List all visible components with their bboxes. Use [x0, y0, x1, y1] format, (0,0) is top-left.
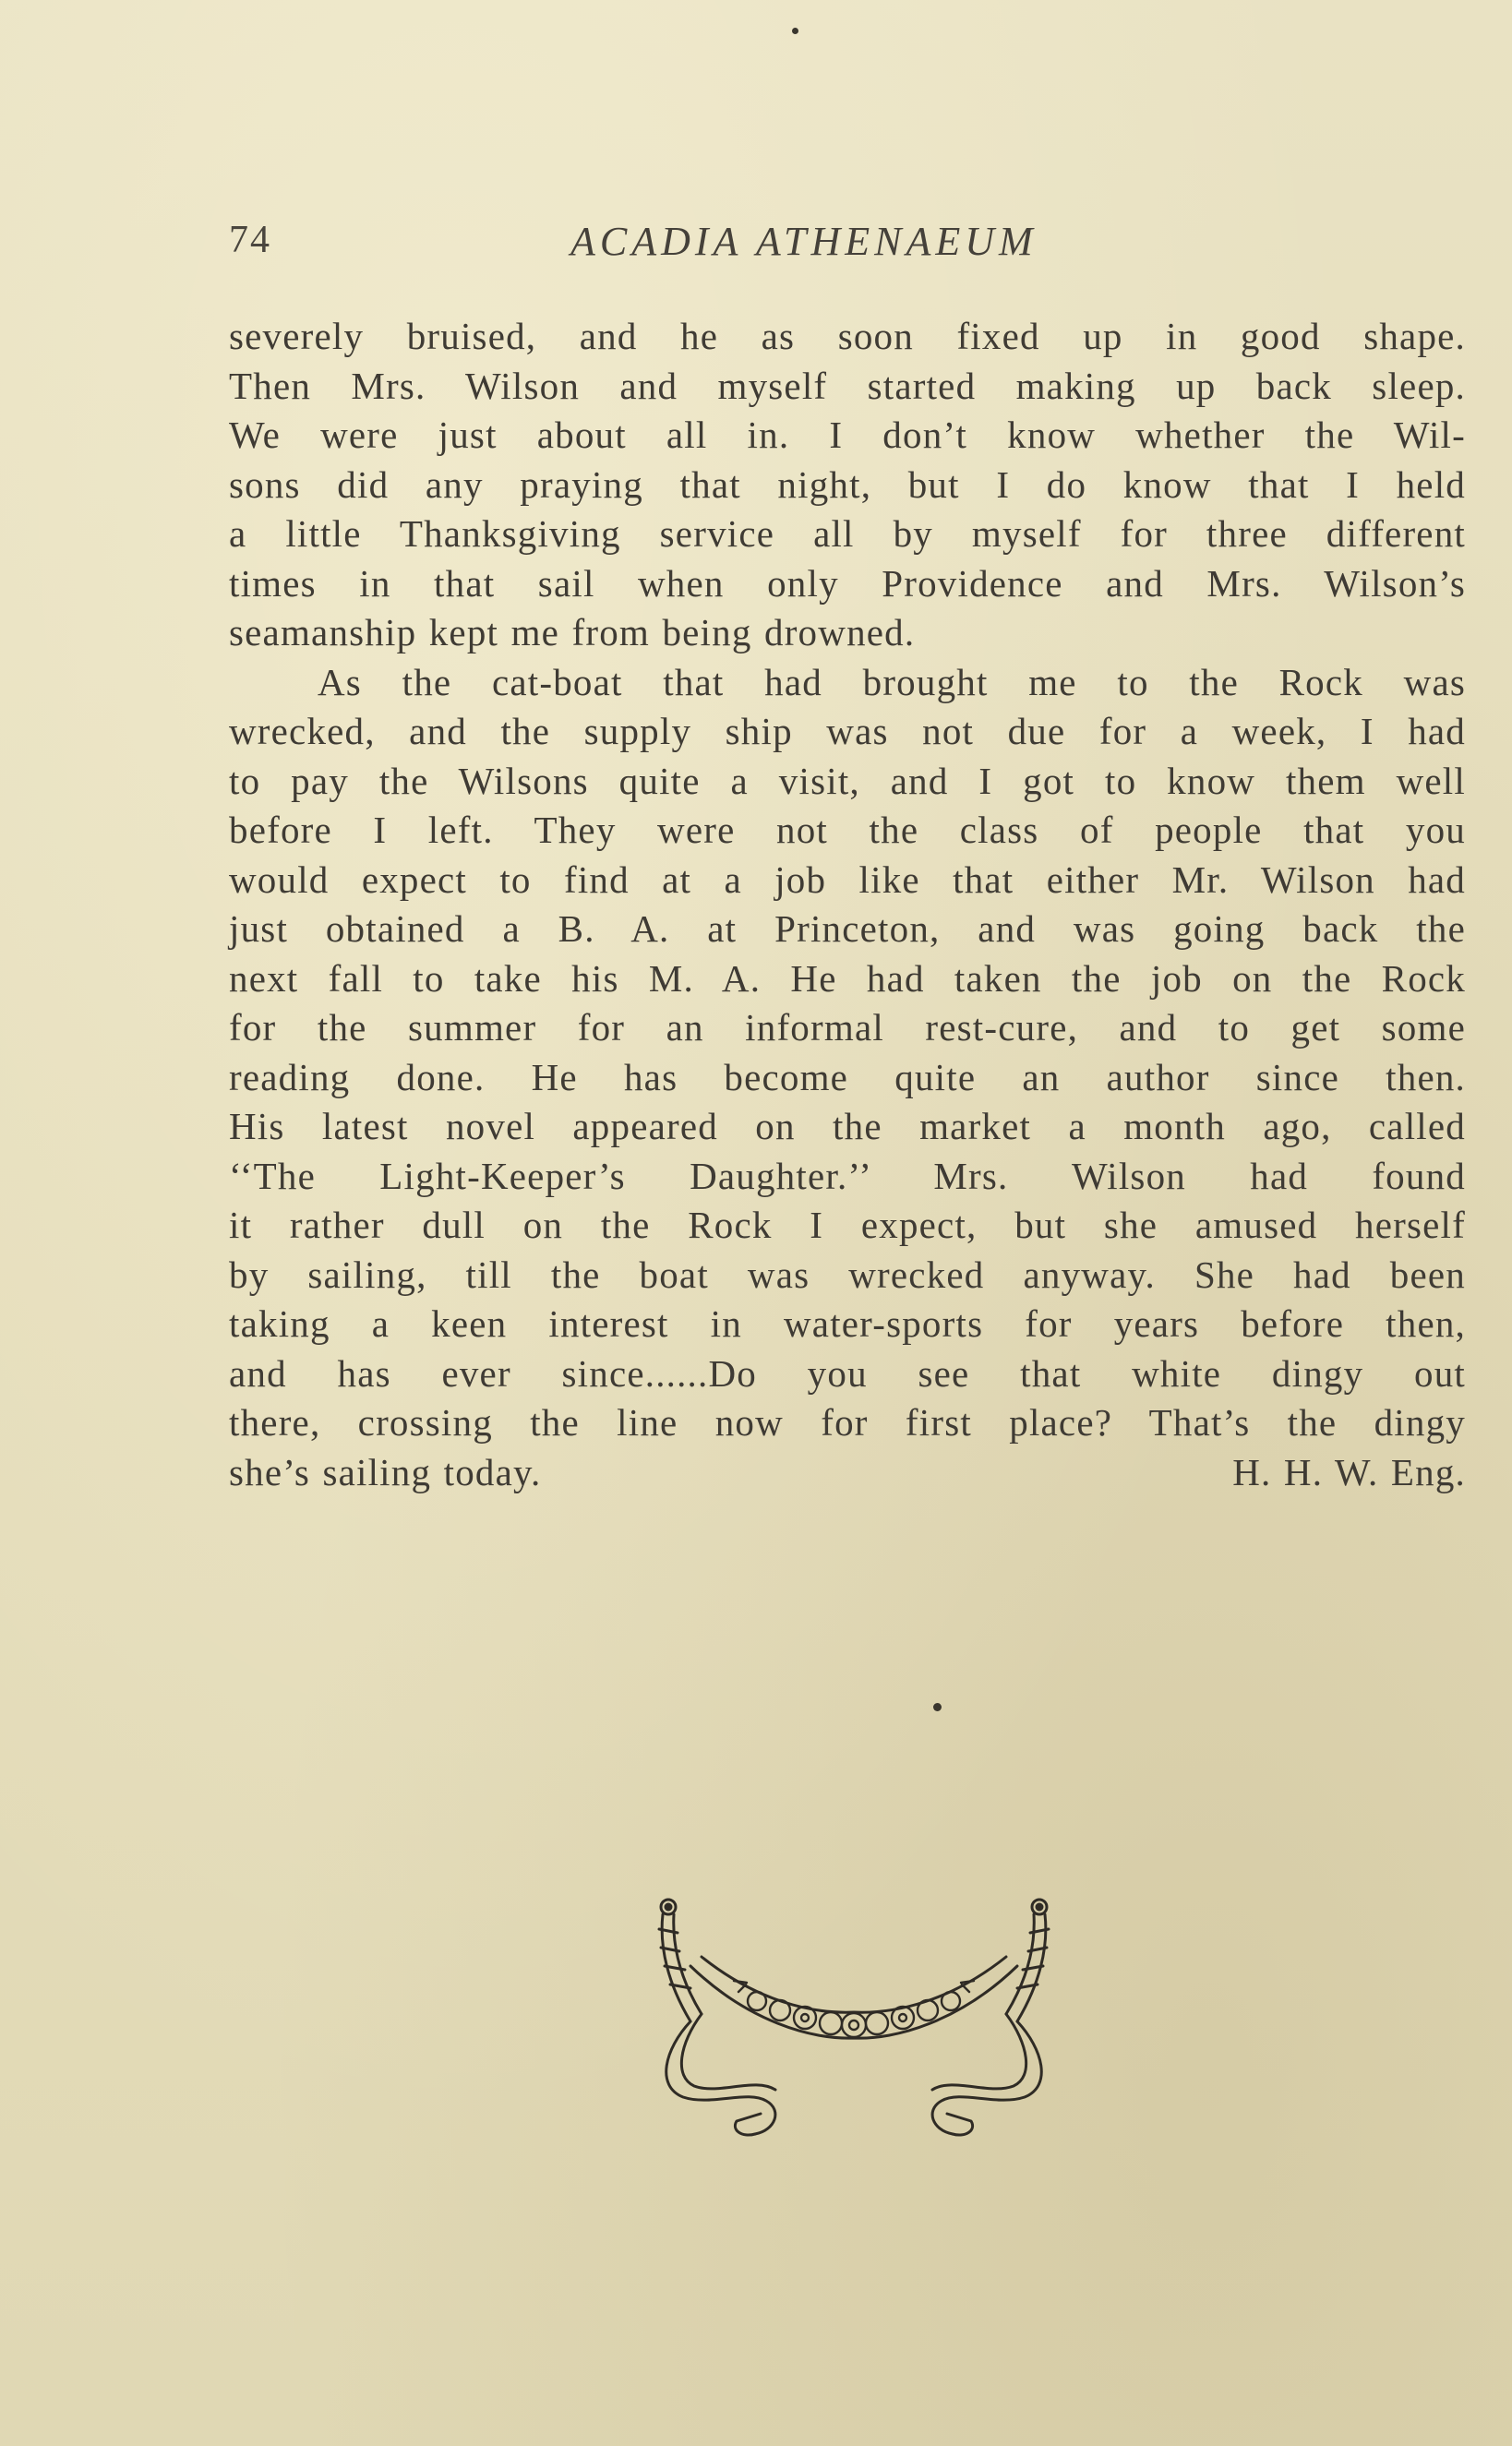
author-signature: H. H. W. Eng.	[1232, 1450, 1466, 1493]
text-line: before I left. They were not the class of people that you	[229, 809, 1466, 851]
text-line: severely bruised, and he as soon fixed up in good shape.	[229, 315, 1466, 357]
page-number: 74	[229, 219, 271, 261]
text-line: there, crossing the line now for first place? That’s the dingy	[229, 1401, 1466, 1444]
floral-garland-ornament-icon	[646, 1892, 1062, 2151]
text-line: and has ever since......Do you see that white dingy out	[229, 1351, 1466, 1395]
text-line: taking a keen interest in water-sports for years before then,	[229, 1302, 1466, 1345]
text-line: to pay the Wilsons quite a visit, and I got to know them well	[229, 759, 1466, 802]
text-line: We were just about all in. I don’t know whether the Wil-	[229, 414, 1466, 456]
text-line: reading done. He has become quite an author since then.	[229, 1055, 1466, 1098]
text-line: would expect to find at a job like that either Mr. Wilson had	[229, 857, 1466, 901]
text-line: for the summer for an informal rest-cure, and to get some	[229, 1006, 1466, 1049]
stray-dot	[933, 1703, 942, 1711]
text-line: it rather dull on the Rock I expect, but she amused herself	[229, 1204, 1466, 1246]
text-line: next fall to take his M. A. He had taken the job on the Rock	[229, 956, 1466, 1000]
article-text	[229, 312, 1466, 1497]
text-line: times in that sail when only Providence and Mrs. Wilson’s	[229, 561, 1466, 605]
speck	[792, 28, 798, 34]
text-line: His latest novel appeared on the market a month ago, called	[229, 1105, 1466, 1147]
running-head	[229, 218, 1466, 273]
journal-title: ACADIA ATHENAEUM	[570, 219, 1038, 264]
text-line: sons did any praying that night, but I do know that I held	[229, 462, 1466, 506]
closing-line	[229, 1448, 1466, 1498]
text-line: seamanship kept me from being drowned.	[229, 611, 916, 653]
text-line: a little Thanksgiving service all by myself for three different	[229, 512, 1466, 555]
text-line: by sailing, till the boat was wrecked anyway. She had been	[229, 1253, 1466, 1296]
text-line: Then Mrs. Wilson and myself started making up back sleep.	[229, 364, 1466, 407]
text-line: As the cat-boat that had brought me to the Rock was	[318, 660, 1466, 703]
text-line: she’s sailing today.	[229, 1450, 542, 1493]
text-line: just obtained a B. A. at Princeton, and was going back the	[229, 907, 1466, 950]
text-line: ‘‘The Light-Keeper’s Daughter.’’ Mrs. Wilson had found	[229, 1154, 1466, 1197]
text-line: wrecked, and the supply ship was not due for a week, I had	[229, 710, 1466, 752]
